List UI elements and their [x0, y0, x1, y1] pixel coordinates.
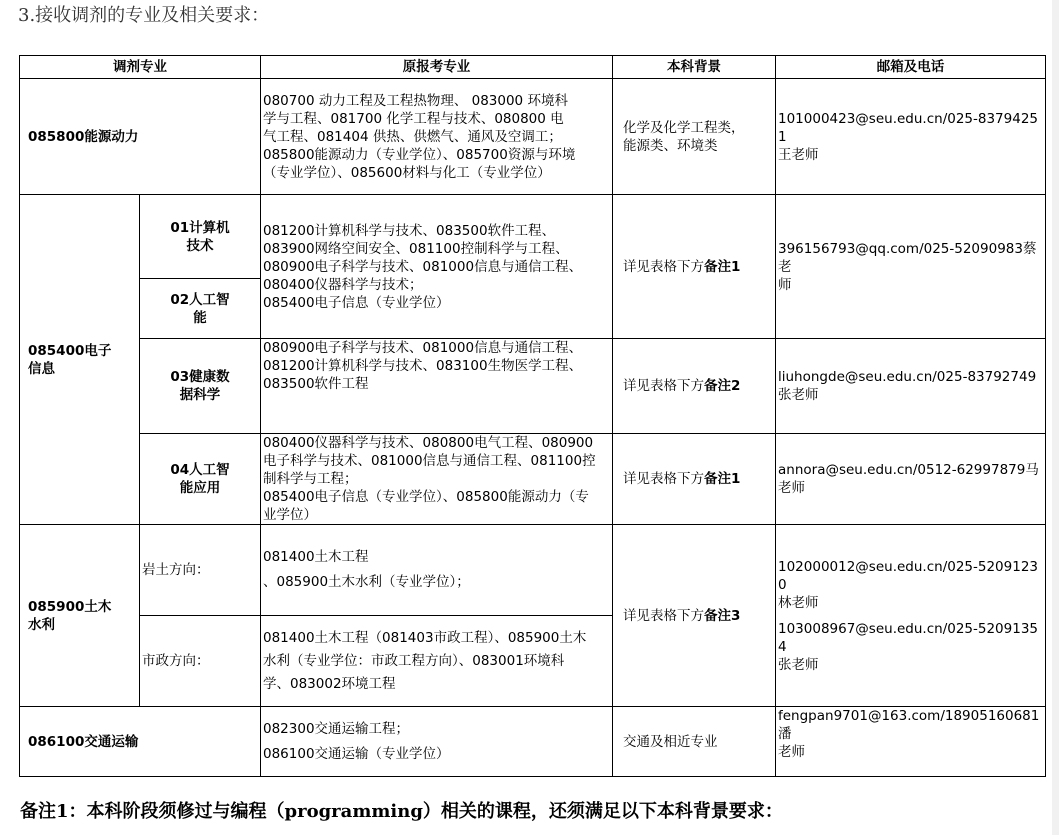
teacher-name: 老师 [778, 744, 805, 760]
major-cell: 086100交通运输 [20, 707, 261, 777]
text-line: 学、083002环境工程 [263, 675, 396, 692]
sub-major-cell: 03健康数 据科学 [140, 339, 261, 434]
direction-cell: 市政方向： [140, 616, 261, 707]
original-majors-cell [261, 616, 613, 707]
contact-cell [776, 339, 1046, 434]
text-line: 详见表格下方 [623, 378, 704, 394]
original-majors-cell [261, 525, 613, 616]
text-line: 详见表格下方 [623, 607, 704, 624]
major-cell: 085900土木 水利 [20, 525, 140, 707]
text-line: 、085900土木水利（专业学位）； [263, 574, 470, 590]
note-ref: 备注2 [704, 378, 741, 394]
original-majors-cell [261, 434, 613, 525]
table-row [20, 525, 1046, 616]
email-phone: annora@seu.edu.cn/0512-62997879马 [778, 462, 1039, 478]
teacher-name: 张老师 [778, 387, 819, 403]
contact-cell [776, 525, 1046, 707]
text-line: 电子科学与技术、081000信息与通信工程、081100控 [263, 453, 596, 469]
text-line: 086100交通运输（专业学位） [263, 745, 450, 762]
background-cell: 交通及相近专业 [613, 707, 776, 777]
text-line: 081200计算机科学与技术、083100生物医学工程、 [263, 358, 583, 374]
email-phone: 101000423@seu.edu.cn/025-83794251 [778, 110, 1039, 145]
original-majors-cell [261, 195, 613, 339]
scrollbar[interactable] [1052, 0, 1059, 835]
original-majors-cell [261, 707, 613, 777]
text-line: 详见表格下方 [623, 258, 704, 275]
text-line: 083500软件工程 [263, 376, 369, 392]
header-adjust-major: 调剂专业 [20, 56, 261, 79]
table-row [20, 707, 1046, 777]
text-line: 业学位） [263, 507, 317, 523]
email-phone: 103008967@seu.edu.cn/025-52091354 [778, 620, 1039, 655]
table-row [20, 79, 1046, 195]
text-line: （专业学位）、085600材料与化工（专业学位） [263, 164, 551, 181]
text-line: 080900电子科学与技术、081000信息与通信工程、 [263, 340, 583, 356]
header-undergrad-background: 本科背景 [613, 56, 776, 79]
teacher-name: 王老师 [778, 146, 819, 163]
text-line: 081200计算机科学与技术、083500软件工程、 [263, 222, 556, 239]
adjustment-table [19, 55, 1046, 777]
footnote: 备注1：本科阶段须修过与编程（programming）相关的课程，还须满足以下本科背景要求： [20, 801, 783, 822]
text-line: 085400电子信息（专业学位） [263, 294, 450, 311]
table-row [20, 195, 1046, 279]
teacher-name: 师 [778, 276, 792, 293]
text-line: 水利（专业学位：市政工程方向）、083001环境科 [263, 652, 565, 669]
note-ref: 备注3 [704, 607, 741, 624]
header-contact: 邮箱及电话 [776, 56, 1046, 79]
contact-cell [776, 195, 1046, 339]
background-cell [613, 195, 776, 339]
email-phone: 396156793@qq.com/025-52090983蔡老 [778, 240, 1037, 275]
email-phone: 102000012@seu.edu.cn/025-52091230 [778, 558, 1039, 593]
sub-major-cell: 04人工智 能应用 [140, 434, 261, 525]
text-line: 081400土木工程（081403市政工程）、085900土木 [263, 629, 587, 646]
teacher-name: 张老师 [778, 656, 819, 673]
text-line: 化学及化学工程类， [623, 119, 745, 136]
text-line: 气工程、081404 供热、供燃气、通风及空调工； [263, 128, 562, 145]
major-cell: 085400电子 信息 [20, 195, 140, 525]
background-cell [613, 79, 776, 195]
text-line: 081400土木工程 [263, 549, 369, 565]
table-row [20, 339, 1046, 434]
text-line: 080400仪器科学与技术、080800电气工程、080900 [263, 435, 594, 451]
background-cell [613, 434, 776, 525]
text-line: 详见表格下方 [623, 471, 704, 487]
text-line: 085400电子信息（专业学位）、085800能源动力（专 [263, 489, 589, 505]
table-row [20, 434, 1046, 525]
direction-cell: 岩土方向： [140, 525, 261, 616]
contact-cell [776, 434, 1046, 525]
major-cell: 085800能源动力 [20, 79, 261, 195]
teacher-name: 林老师 [778, 594, 819, 611]
note-ref: 备注1 [704, 258, 741, 275]
contact-cell [776, 707, 1046, 777]
contact-cell [776, 79, 1046, 195]
table-header-row [20, 56, 1046, 79]
sub-major-cell: 01计算机 技术 [140, 195, 261, 279]
section-heading: 3.接收调剂的专业及相关要求： [18, 5, 270, 26]
text-line: 085800能源动力（专业学位）、085700资源与环境 [263, 146, 576, 163]
text-line: 080700 动力工程及工程热物理、 083000 环境科 [263, 92, 568, 109]
text-line: 082300交通运输工程； [263, 720, 410, 737]
sub-major-cell: 02人工智 能 [140, 279, 261, 339]
text-line: 能源类、环境类 [623, 137, 718, 154]
original-majors-cell [261, 339, 613, 434]
text-line: 083900网络空间安全、081100控制科学与工程、 [263, 240, 569, 257]
text-line: 080400仪器科学与技术； [263, 276, 423, 293]
note-ref: 备注1 [704, 471, 741, 487]
teacher-name: 老师 [778, 480, 805, 496]
background-cell [613, 525, 776, 707]
text-line: 制科学与工程； [263, 471, 358, 487]
text-line: 学与工程、081700 化学工程与技术、080800 电 [263, 110, 564, 127]
email-phone: liuhongde@seu.edu.cn/025-83792749 [778, 369, 1037, 385]
email-phone: fengpan9701@163.com/18905160681潘 [778, 708, 1040, 742]
text-line: 080900电子科学与技术、081000信息与通信工程、 [263, 258, 583, 275]
background-cell [613, 339, 776, 434]
original-majors-cell [261, 79, 613, 195]
header-original-major: 原报考专业 [261, 56, 613, 79]
